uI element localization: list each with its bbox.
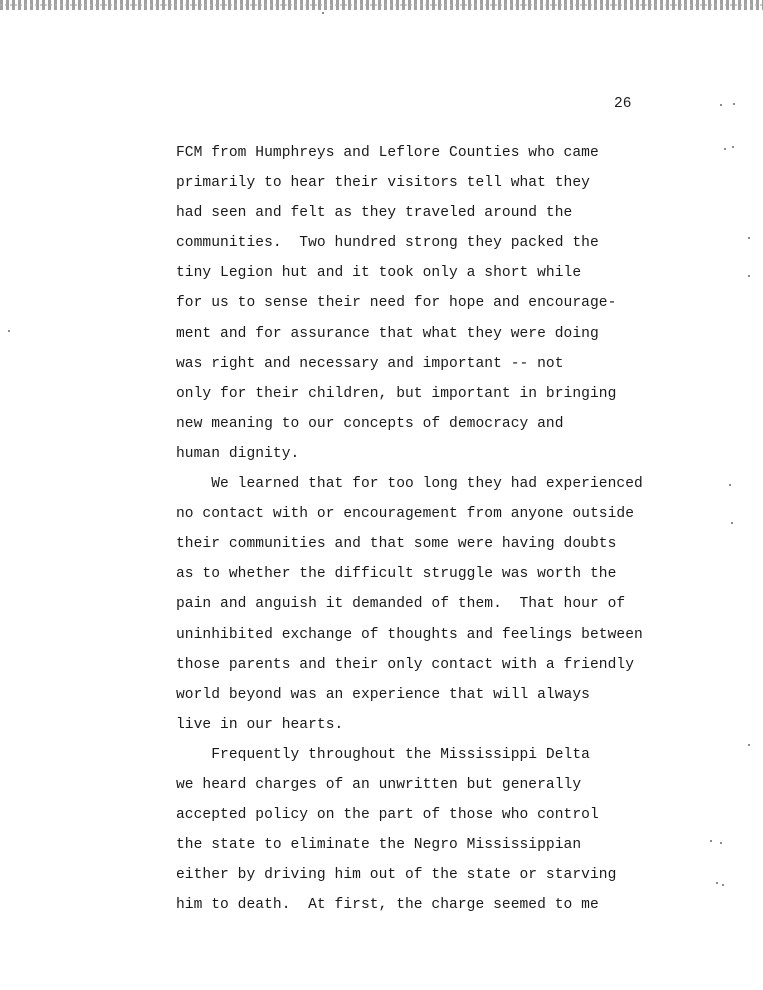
text-line: Frequently throughout the Mississippi Delta xyxy=(176,746,590,763)
scan-speck xyxy=(720,104,722,106)
text-line: only for their children, but important in bringing xyxy=(176,385,617,402)
text-line: We learned that for too long they had experienced xyxy=(176,476,643,493)
page-number: 26 xyxy=(614,96,632,112)
scan-speck xyxy=(731,522,733,524)
scan-speck xyxy=(748,744,750,746)
text-line: for us to sense their need for hope and encourage- xyxy=(176,295,617,312)
scan-speck xyxy=(720,842,722,844)
text-line: their communities and that some were having doubts xyxy=(176,536,617,553)
scan-speck xyxy=(732,146,734,148)
document-body xyxy=(176,143,716,925)
text-line: we heard charges of an unwritten but generally xyxy=(176,776,582,793)
text-line: live in our hearts. xyxy=(176,716,344,733)
text-line: no contact with or encouragement from anyone outside xyxy=(176,506,634,523)
text-line: accepted policy on the part of those who control xyxy=(176,807,599,824)
scan-speck xyxy=(729,484,731,486)
text-line: FCM from Humphreys and Leflore Counties who came xyxy=(176,145,599,161)
text-line: uninhibited exchange of thoughts and feelings between xyxy=(176,626,643,643)
scan-speck xyxy=(710,840,712,842)
scan-speck xyxy=(724,148,726,150)
text-line: primarily to hear their visitors tell what they xyxy=(176,175,590,192)
scan-speck xyxy=(322,12,324,14)
scan-top-edge xyxy=(0,0,763,10)
text-line: pain and anguish it demanded of them. That hour of xyxy=(176,596,626,613)
text-line: tiny Legion hut and it took only a short while xyxy=(176,265,582,282)
text-line: world beyond was an experience that will always xyxy=(176,686,590,703)
text-line: communities. Two hundred strong they packed the xyxy=(176,235,599,252)
scan-speck xyxy=(733,103,735,105)
text-line: as to whether the difficult struggle was worth the xyxy=(176,566,617,583)
text-line: human dignity. xyxy=(176,445,300,462)
text-line: new meaning to our concepts of democracy and xyxy=(176,415,564,432)
scan-speck xyxy=(716,882,718,884)
scan-speck xyxy=(748,275,750,277)
text-line: had seen and felt as they traveled around the xyxy=(176,205,573,222)
text-line: was right and necessary and important -- not xyxy=(176,355,564,372)
scan-speck xyxy=(8,330,10,332)
scan-speck xyxy=(722,884,724,886)
scan-speck xyxy=(748,237,750,239)
text-line: him to death. At first, the charge seemed to me xyxy=(176,897,599,914)
text-line: the state to eliminate the Negro Mississippian xyxy=(176,837,582,854)
text-line: those parents and their only contact with a friendly xyxy=(176,656,634,673)
text-line: ment and for assurance that what they were doing xyxy=(176,325,599,342)
text-line: either by driving him out of the state or starving xyxy=(176,867,617,884)
